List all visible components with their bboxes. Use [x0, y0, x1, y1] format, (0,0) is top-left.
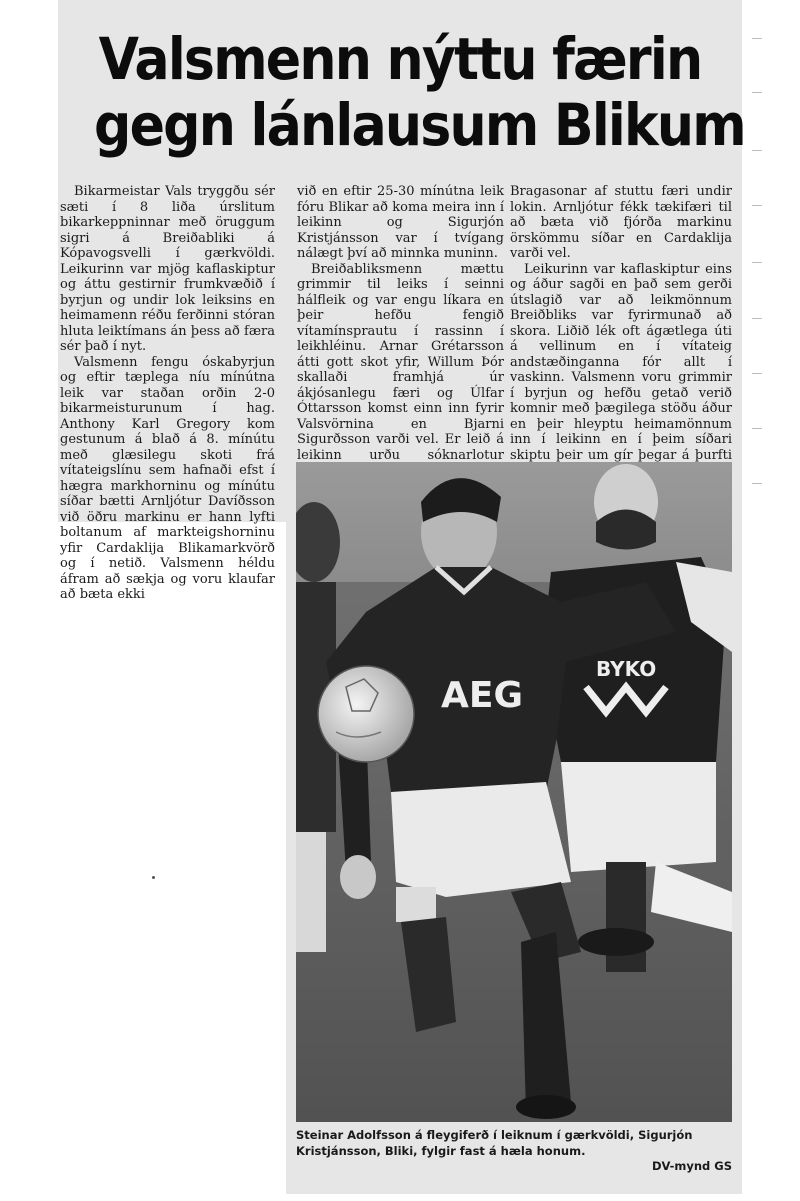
paragraph: Valsmenn fengu óskabyrjun og eftir tæplega níu mínútna leik var staðan orðin 2-0 bikarmeisturunum í hag. Anthony Karl Gregory kom gestunum á blað á 8. mínútu með glæsilegu skoti frá vítateigslínu sem hafnaði efst í hægra markhorninu og mínútu síðar bætti Arnljótur Davíðsson við öðru markinu er hann lyfti boltanum af markteigshorninu yfir Cardaklija Blikamarkvörð og í netið. Valsmenn héldu áfram að sækja og voru klaufar að bæta ekki: [60, 354, 275, 602]
article-headline: [60, 25, 745, 159]
scan-edge-mark: [752, 205, 762, 206]
scan-edge-mark: [752, 483, 762, 484]
paragraph: við en eftir 25-30 mínútna leik fóru Blikar að koma meira inn í leikinn og Sigurjón Kristjánsson var í tvígang nálægt því að minnka muninn.: [297, 184, 504, 261]
scan-edge-mark: [752, 373, 762, 374]
sponsor-text-aeg: AEG: [441, 675, 524, 716]
scan-edge-mark: [752, 150, 762, 151]
headline-line-2: gegn lánlausum Blikum: [94, 91, 745, 159]
headline-line-1: Valsmenn nýttu færin: [98, 25, 702, 93]
scan-edge-mark: [752, 428, 762, 429]
caption-text: Steinar Adolfsson á fleygiferð í leiknum í gærkvöldi, Sigurjón Kristjánsson, Bliki, fylgir fast á hæla honum.: [296, 1128, 693, 1158]
scan-edge-mark: [752, 318, 762, 319]
scan-edge-mark: [752, 262, 762, 263]
article-column-1: [60, 184, 275, 603]
paragraph: Leikurinn var kaflaskiptur eins og áður sagði en það sem gerði útslagið var að leikmönnum Breiðbliks var fyrirmunað að skora. Liðið lék oft ágætlega úti á vellinum en í vítateig andstæðinganna fór allt í vaskinn. Valsmenn voru grimmir í byrjun og hefðu getað verið komnir með þægilega stöðu áður en þeir hleyptu heimamönnum inn í leikinn en í þeim síðari skiptu þeir um gír þegar á þurfti: [510, 261, 732, 463]
paragraph: Bikarmeistar Vals tryggðu sér sæti í 8 liða úrslitum bikarkeppninnar með öruggum sigri á Breiðabliki á Kópavogsvelli í gærkvöldi. Leikurinn var mjög kaflaskiptur og áttu gestirnir frumkvæðið í byrjun og undir lok leiksins en heimamenn réðu ferðinni stóran hluta leiktímans án þess að færa sér það í nyt.: [60, 184, 275, 354]
scan-speck: [152, 876, 155, 879]
photo-illustration: [296, 462, 732, 1122]
paragraph: Bragasonar af stuttu færi undir lokin. Arnljótur fékk tækifæri til að bæta við fjórða markinu örskömmu síðar en Cardaklija varði vel.: [510, 184, 732, 261]
photo-caption: [296, 1128, 732, 1175]
scan-edge-mark: [752, 92, 762, 93]
photo-credit: DV-mynd GS: [651, 1159, 732, 1173]
paragraph: Breiðabliksmenn mættu grimmir til leiks í seinni hálfleik og var engu líkara en þeir hefðu fengið vítamínsprautu í rassinn í leikhléinu. Arnar Grétarsson átti gott skot yfir, Willum Þór skallaði framhjá úr ákjósanlegu færi og Úlfar Óttarsson komst einn inn fyrir Valsvörnina en Bjarni Sigurðsson varði vel. Er leið á leikinn urðu sóknarlotur: [297, 261, 504, 463]
match-photo: [296, 462, 732, 1122]
article-column-3: [510, 184, 732, 494]
scan-edge-mark: [752, 38, 762, 39]
sponsor-text-byko: BYKO: [596, 657, 657, 681]
